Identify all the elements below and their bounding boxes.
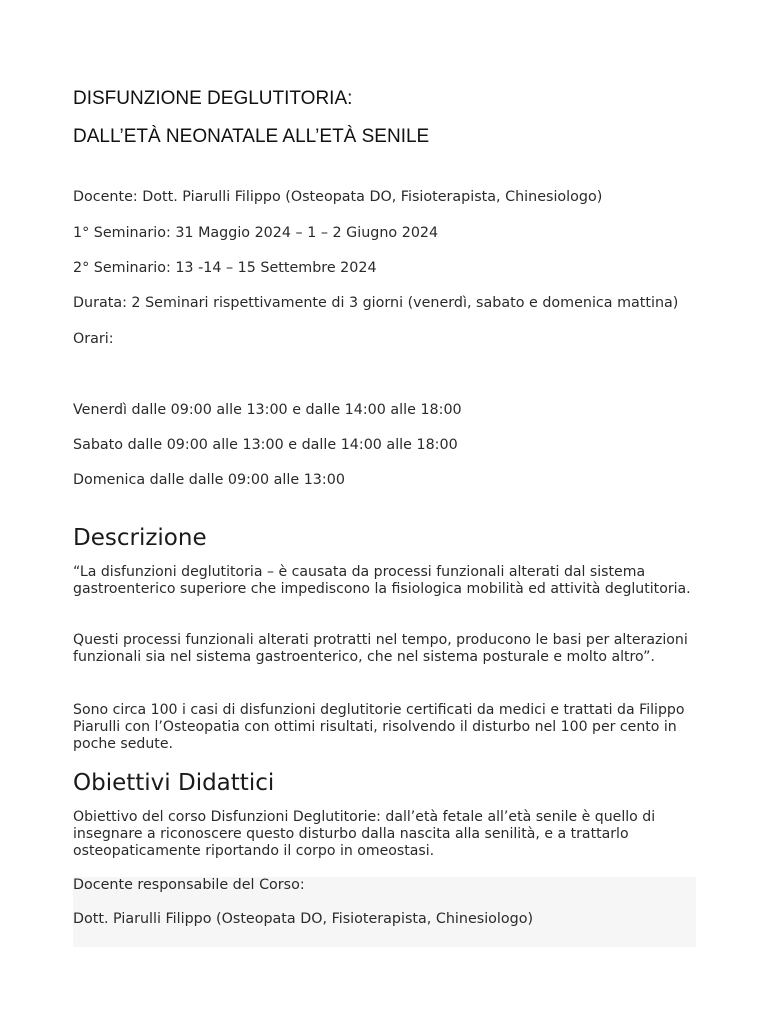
durata-line: Durata: 2 Seminari rispettivamente di 3 giorni (venerdì, sabato e domenica mattina) xyxy=(73,295,679,311)
seminario-2-line: 2° Seminario: 13 -14 – 15 Settembre 2024 xyxy=(73,260,377,276)
schedule-sabato: Sabato dalle 09:00 alle 13:00 e dalle 14:00 alle 18:00 xyxy=(73,437,458,453)
responsabile-box xyxy=(73,877,696,947)
schedule-domenica: Domenica dalle dalle 09:00 alle 13:00 xyxy=(73,472,345,488)
schedule-venerdi: Venerdì dalle 09:00 alle 13:00 e dalle 14:00 alle 18:00 xyxy=(73,402,462,418)
orari-label: Orari: xyxy=(73,331,114,347)
seminario-1-line: 1° Seminario: 31 Maggio 2024 – 1 – 2 Giugno 2024 xyxy=(73,225,439,241)
descrizione-paragraph-1: “La disfunzioni deglutitoria – è causata da processi funzionali alterati dal sistema gastroenterico superiore che impediscono la fisiologica mobilità ed attività deglutitoria. xyxy=(73,564,691,597)
title-line-2: DALL’ETÀ NEONATALE ALL’ETÀ SENILE xyxy=(73,126,430,147)
responsabile-label: Docente responsabile del Corso: xyxy=(73,877,305,893)
obiettivi-heading: Obiettivi Didattici xyxy=(73,770,275,796)
descrizione-heading: Descrizione xyxy=(73,525,207,551)
obiettivi-paragraph: Obiettivo del corso Disfunzioni Deglutitorie: dall’età fetale all’età senile è quello di insegnare a riconoscere questo disturbo dalla nascita alla senilità, e a trattarlo osteopaticamente riportando il corpo in omeostasi. xyxy=(73,809,656,859)
descrizione-paragraph-3: Sono circa 100 i casi di disfunzioni deglutitorie certificati da medici e trattati da Filippo Piarulli con l’Osteopatia con ottimi risultati, risolvendo il disturbo nel 100 per cento in poche sedute. xyxy=(73,702,685,752)
descrizione-paragraph-2: Questi processi funzionali alterati protratti nel tempo, producono le basi per alterazioni funzionali sia nel sistema gastroenterico, che nel sistema posturale e molto altro”. xyxy=(73,632,688,665)
responsabile-name: Dott. Piarulli Filippo (Osteopata DO, Fisioterapista, Chinesiologo) xyxy=(73,911,534,927)
title-line-1: DISFUNZIONE DEGLUTITORIA: xyxy=(73,88,353,109)
docente-line: Docente: Dott. Piarulli Filippo (Osteopata DO, Fisioterapista, Chinesiologo) xyxy=(73,189,603,205)
